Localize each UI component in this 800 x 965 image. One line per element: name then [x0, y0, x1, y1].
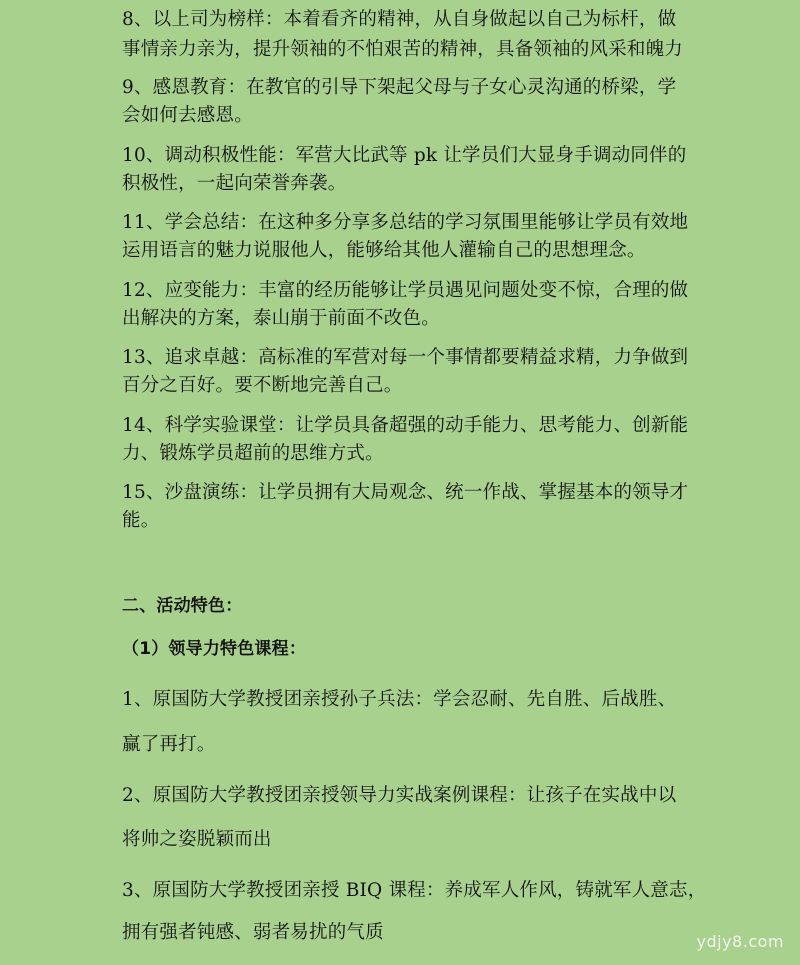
course-3-line-1: 3、原国防大学教授团亲授 BIQ 课程：养成军人作风，铸就军人意志， [122, 880, 707, 901]
watermark: ydjy8.com [696, 932, 784, 951]
item-10-line-1: 10、调动积极性能：军营大比武等 pk 让学员们大显身手调动同伴的 [122, 145, 687, 166]
course-1-line-2: 赢了再打。 [122, 734, 216, 755]
item-15-line-1: 15、沙盘演练：让学员拥有大局观念、统一作战、掌握基本的领导才 [122, 482, 689, 503]
item-14-line-2: 力、锻炼学员超前的思维方式。 [122, 443, 384, 464]
item-9-line-2: 会如何去感恩。 [122, 105, 253, 126]
section-title: 二、活动特色： [122, 596, 243, 616]
subsection-title: （1）领导力特色课程： [122, 639, 307, 659]
item-9-line-1: 9、感恩教育：在教官的引导下架起父母与子女心灵沟通的桥梁，学 [122, 77, 677, 98]
item-11-line-1: 11、学会总结：在这种多分享多总结的学习氛围里能够让学员有效地 [122, 212, 689, 233]
item-13-line-1: 13、追求卓越：高标准的军营对每一个事情都要精益求精，力争做到 [122, 347, 689, 368]
item-15-line-2: 能。 [122, 510, 160, 531]
item-14-line-1: 14、科学实验课堂：让学员具备超强的动手能力、思考能力、创新能 [122, 415, 689, 436]
item-8-line-2: 事情亲力亲为，提升领袖的不怕艰苦的精神，具备领袖的风采和魄力 [122, 39, 684, 60]
item-10-line-2: 积极性，一起向荣誉奔袭。 [122, 173, 347, 194]
item-12-line-1: 12、应变能力：丰富的经历能够让学员遇见问题处变不惊，合理的做 [122, 280, 689, 301]
item-11-line-2: 运用语言的魅力说服他人，能够给其他人灌输自己的思想理念。 [122, 240, 646, 261]
course-2-line-1: 2、原国防大学教授团亲授领导力实战案例课程：让孩子在实战中以 [122, 785, 677, 806]
item-13-line-2: 百分之百好。要不断地完善自己。 [122, 375, 403, 396]
course-2-line-2: 将帅之姿脱颖而出 [122, 829, 272, 850]
course-3-line-2: 拥有强者钝感、弱者易扰的气质 [122, 922, 384, 943]
item-8-line-1: 8、以上司为榜样：本着看齐的精神，从自身做起以自己为标杆，做 [122, 9, 677, 30]
item-12-line-2: 出解决的方案，泰山崩于前面不改色。 [122, 308, 440, 329]
course-1-line-1: 1、原国防大学教授团亲授孙子兵法：学会忍耐、先自胜、后战胜、 [122, 689, 677, 710]
